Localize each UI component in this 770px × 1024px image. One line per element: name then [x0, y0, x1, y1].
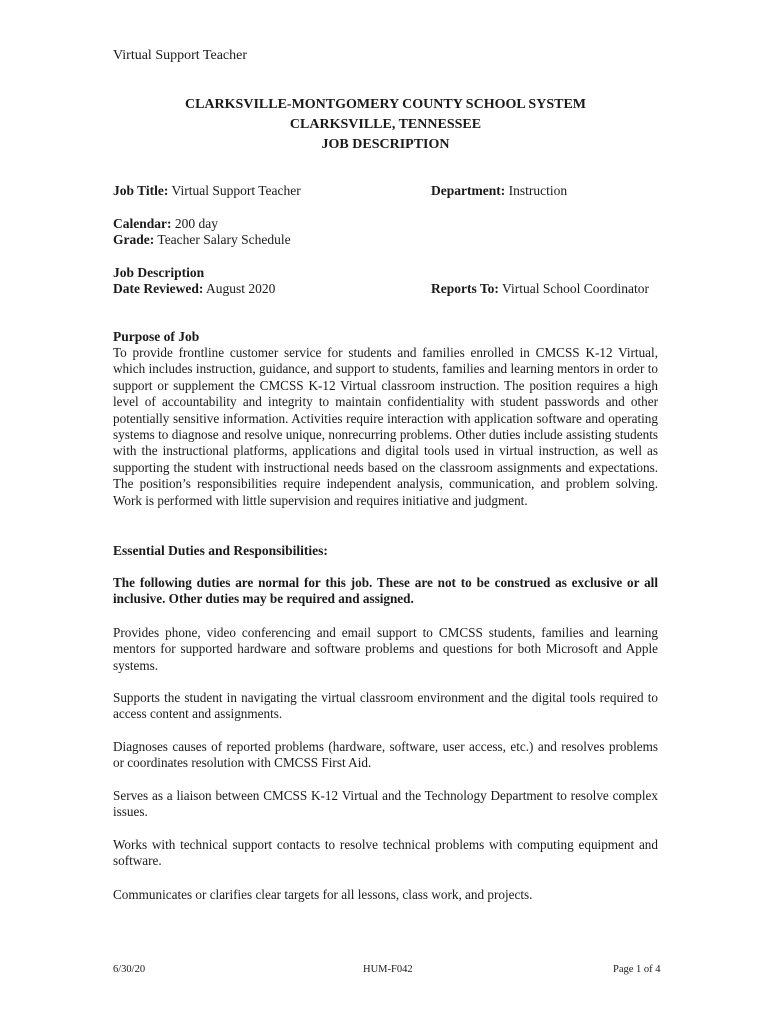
- grade-label: Grade:: [113, 232, 155, 247]
- calendar-label: Calendar:: [113, 216, 172, 231]
- duty-item: Communicates or clarifies clear targets for all lessons, class work, and projects.: [113, 887, 533, 902]
- reports-to-value: Virtual School Coordinator: [502, 281, 649, 296]
- purpose-text: To provide frontline customer service for students and families enrolled in CMCSS K-12 Virtual, which includes instruction, guidance, and support to students, families and learning mentors in order to support or supplement the CMCSS K-12 Virtual classroom instruction. The position requires a high level of accountability and integrity to maintain confidentiality with student passwords and other potentially sensitive information. Activities require interaction with application software and operating systems to diagnose and resolve unique, nonrecurring problems. Other duties include assisting students with the instructional platforms, applications and digital tools used in virtual instruction, as well as supporting the student with instructional needs based on the classroom assignments and expectations. The position’s responsibilities require independent analysis, communication, and problem solving. Work is performed with little supervision and requires initiative and judgment.: [113, 345, 658, 508]
- duty-item: Diagnoses causes of reported problems (hardware, software, user access, etc.) and resolves problems or coordinates resolution with CMCSS First Aid.: [113, 739, 658, 771]
- running-title: Virtual Support Teacher: [113, 48, 247, 63]
- department-label: Department:: [431, 183, 506, 198]
- document-title: [113, 95, 658, 155]
- title-line-doc-type: JOB DESCRIPTION: [321, 137, 450, 152]
- date-reviewed-value: August 2020: [205, 281, 276, 296]
- duty-item: Works with technical support contacts to resolve technical problems with computing equipment and software.: [113, 837, 658, 869]
- calendar-field: [113, 215, 218, 232]
- date-reviewed-label: Date Reviewed:: [113, 281, 204, 296]
- department-value: Instruction: [508, 183, 568, 198]
- title-line-location: CLARKSVILLE, TENNESSEE: [289, 117, 482, 132]
- duty-item: Provides phone, video conferencing and email support to CMCSS students, families and learning mentors for supported hardware and software problems and questions for both Microsoft and Apple systems.: [113, 625, 658, 673]
- footer-form-code: HUM-F042: [363, 964, 413, 975]
- title-line-organization: CLARKSVILLE-MONTGOMERY COUNTY SCHOOL SYSTEM: [184, 97, 587, 112]
- reports-to-label: Reports To:: [431, 281, 499, 296]
- department-field: [431, 182, 567, 199]
- date-reviewed-field: [113, 280, 275, 297]
- duty-item: Serves as a liaison between CMCSS K-12 Virtual and the Technology Department to resolve complex issues.: [113, 788, 658, 820]
- job-title-label: Job Title:: [113, 183, 169, 198]
- footer-date: 6/30/20: [113, 964, 146, 975]
- duties-note: The following duties are normal for this job. These are not to be construed as exclusive or all inclusive. Other duties may be required and assigned.: [113, 575, 658, 607]
- grade-value: Teacher Salary Schedule: [157, 232, 291, 247]
- purpose-heading: Purpose of Job: [113, 329, 200, 344]
- reports-to-field: [431, 280, 649, 297]
- duties-heading: Essential Duties and Responsibilities:: [113, 543, 328, 558]
- job-title-field: [113, 182, 301, 199]
- job-description-field: [113, 264, 204, 281]
- footer-page-number: Page 1 of 4: [613, 964, 661, 975]
- job-description-label: Job Description: [113, 265, 205, 280]
- calendar-value: 200 day: [174, 216, 218, 231]
- grade-field: [113, 231, 291, 248]
- job-title-value: Virtual Support Teacher: [171, 183, 301, 198]
- duty-item: Supports the student in navigating the virtual classroom environment and the digital tools required to access content and assignments.: [113, 690, 658, 722]
